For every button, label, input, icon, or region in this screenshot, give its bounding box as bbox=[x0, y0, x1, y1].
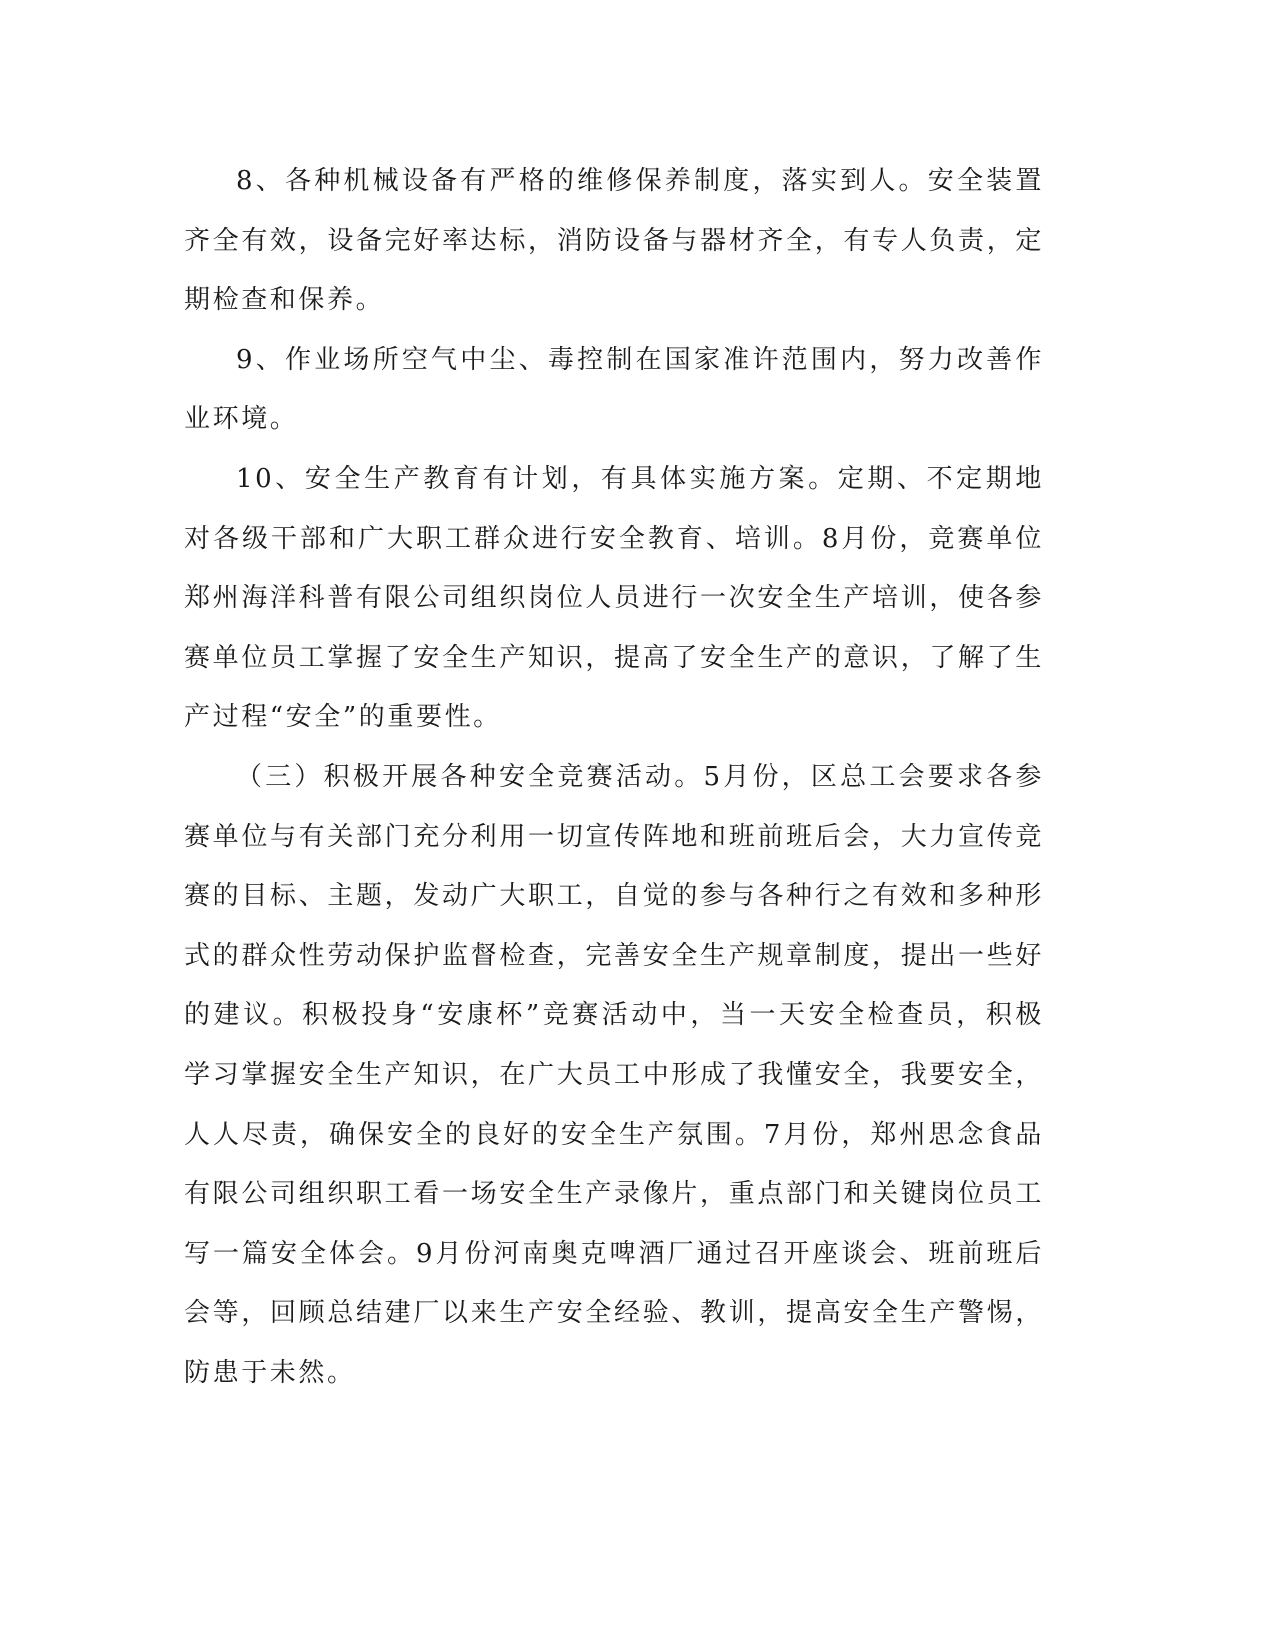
paragraph-item-10: 10、安全生产教育有计划，有具体实施方案。定期、不定期地对各级干部和广大职工群众进行安全教育、培训。8月份，竞赛单位郑州海洋科普有限公司组织岗位人员进行一次安全生产培训，使各参赛单位员工掌握了安全生产知识，提高了安全生产的意识，了解了生产过程“安全”的重要性。 bbox=[184, 463, 1044, 733]
paragraph-item-8: 8、各种机械设备有严格的维修保养制度，落实到人。安全装置齐全有效，设备完好率达标，消防设备与器材齐全，有专人负责，定期检查和保养。 bbox=[184, 166, 1044, 316]
paragraph-item-9: 9、作业场所空气中尘、毒控制在国家准许范围内，努力改善作业环境。 bbox=[184, 344, 1044, 435]
paragraph-section-3: （三）积极开展各种安全竞赛活动。5月份，区总工会要求各参赛单位与有关部门充分利用一切宣传阵地和班前班后会，大力宣传竞赛的目标、主题，发动广大职工，自觉的参与各种行之有效和多种形式的群众性劳动保护监督检查，完善安全生产规章制度，提出一些好的建议。积极投身“安康杯”竞赛活动中，当一天安全检查员，积极学习掌握安全生产知识，在广大员工中形成了我懂安全，我要安全，人人尽责，确保安全的良好的安全生产氛围。7月份，郑州思念食品有限公司组织职工看一场安全生产录像片，重点部门和关键岗位员工写一篇安全体会。9月份河南奥克啤酒厂通过召开座谈会、班前班后会等，回顾总结建厂以来生产安全经验、教训，提高安全生产警惕，防患于未然。 bbox=[184, 761, 1044, 1388]
document-body bbox=[184, 152, 1044, 1403]
